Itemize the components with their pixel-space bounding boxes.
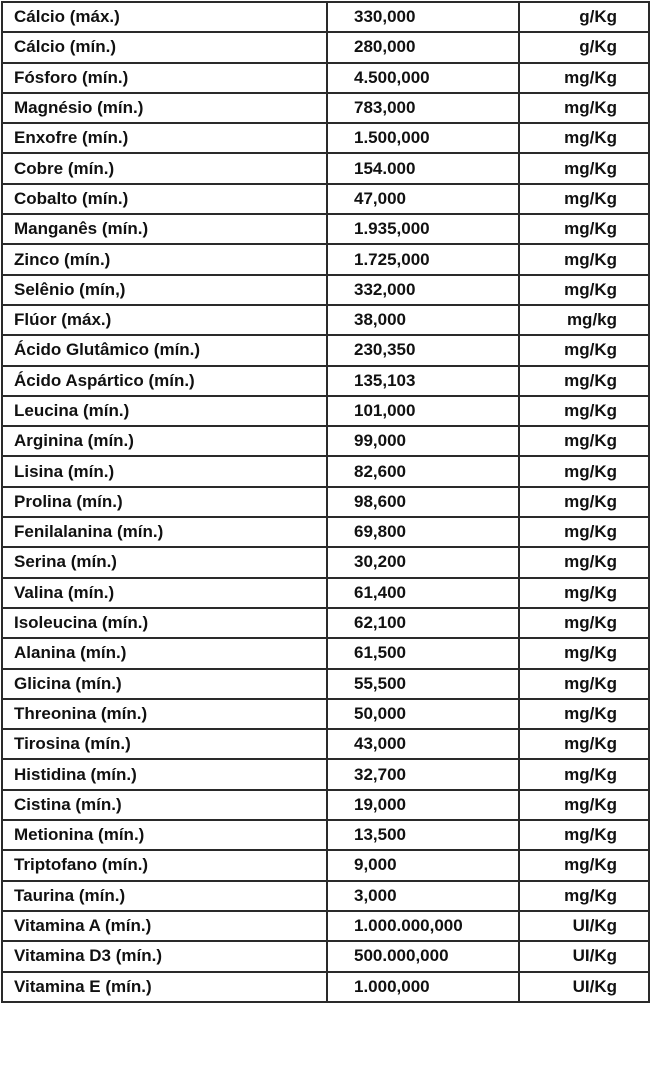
nutrient-value-cell: 280,000: [327, 32, 519, 62]
table-row: [2, 638, 649, 668]
nutrient-name-cell: Isoleucina (mín.): [2, 608, 327, 638]
nutrient-name-cell: Metionina (mín.): [2, 820, 327, 850]
nutrient-value-cell: 50,000: [327, 699, 519, 729]
table-row: [2, 456, 649, 486]
nutrient-name-cell: Serina (mín.): [2, 547, 327, 577]
nutrient-value-cell: 19,000: [327, 790, 519, 820]
nutrient-name-cell: Triptofano (mín.): [2, 850, 327, 880]
nutrient-unit-cell: g/Kg: [519, 32, 649, 62]
nutrient-table-body: [2, 2, 649, 1002]
nutrient-value-cell: 99,000: [327, 426, 519, 456]
table-row: [2, 699, 649, 729]
nutrient-name-cell: Threonina (mín.): [2, 699, 327, 729]
nutrient-name-cell: Cálcio (mín.): [2, 32, 327, 62]
table-row: [2, 335, 649, 365]
nutrient-unit-cell: mg/Kg: [519, 547, 649, 577]
nutrient-name-cell: Cobre (mín.): [2, 153, 327, 183]
nutrient-unit-cell: mg/Kg: [519, 93, 649, 123]
nutrient-unit-cell: mg/Kg: [519, 153, 649, 183]
nutrient-unit-cell: mg/Kg: [519, 366, 649, 396]
nutrient-name-cell: Taurina (mín.): [2, 881, 327, 911]
nutrient-name-cell: Vitamina D3 (mín.): [2, 941, 327, 971]
table-row: [2, 608, 649, 638]
nutrient-value-cell: 82,600: [327, 456, 519, 486]
nutrient-name-cell: Cistina (mín.): [2, 790, 327, 820]
nutrient-name-cell: Zinco (mín.): [2, 244, 327, 274]
nutrient-unit-cell: g/Kg: [519, 2, 649, 32]
table-row: [2, 63, 649, 93]
nutrient-name-cell: Histidina (mín.): [2, 759, 327, 789]
table-row: [2, 275, 649, 305]
nutrient-unit-cell: mg/Kg: [519, 184, 649, 214]
nutrient-name-cell: Cálcio (máx.): [2, 2, 327, 32]
nutrient-value-cell: 32,700: [327, 759, 519, 789]
nutrient-unit-cell: mg/Kg: [519, 881, 649, 911]
nutrient-unit-cell: mg/Kg: [519, 275, 649, 305]
nutrient-name-cell: Lisina (mín.): [2, 456, 327, 486]
nutrient-name-cell: Glicina (mín.): [2, 669, 327, 699]
nutrient-name-cell: Vitamina E (mín.): [2, 972, 327, 1002]
table-row: [2, 759, 649, 789]
nutrient-name-cell: Fósforo (mín.): [2, 63, 327, 93]
table-row: [2, 820, 649, 850]
nutrient-name-cell: Leucina (mín.): [2, 396, 327, 426]
table-row: [2, 972, 649, 1002]
nutrient-unit-cell: mg/kg: [519, 305, 649, 335]
nutrient-unit-cell: mg/Kg: [519, 669, 649, 699]
nutrient-value-cell: 13,500: [327, 820, 519, 850]
table-row: [2, 305, 649, 335]
nutrient-name-cell: Arginina (mín.): [2, 426, 327, 456]
nutrient-value-cell: 3,000: [327, 881, 519, 911]
nutrient-value-cell: 1.000.000,000: [327, 911, 519, 941]
nutrient-value-cell: 9,000: [327, 850, 519, 880]
table-row: [2, 941, 649, 971]
nutrient-unit-cell: mg/Kg: [519, 790, 649, 820]
nutrient-name-cell: Vitamina A (mín.): [2, 911, 327, 941]
table-row: [2, 2, 649, 32]
nutrient-name-cell: Magnésio (mín.): [2, 93, 327, 123]
nutrient-value-cell: 101,000: [327, 396, 519, 426]
nutrient-value-cell: 230,350: [327, 335, 519, 365]
nutrient-value-cell: 62,100: [327, 608, 519, 638]
nutrient-name-cell: Ácido Glutâmico (mín.): [2, 335, 327, 365]
table-row: [2, 214, 649, 244]
nutrient-value-cell: 500.000,000: [327, 941, 519, 971]
nutrient-name-cell: Selênio (mín,): [2, 275, 327, 305]
nutrient-name-cell: Manganês (mín.): [2, 214, 327, 244]
nutrient-value-cell: 135,103: [327, 366, 519, 396]
nutrient-unit-cell: mg/Kg: [519, 729, 649, 759]
nutrient-unit-cell: mg/Kg: [519, 578, 649, 608]
nutrient-unit-cell: mg/Kg: [519, 244, 649, 274]
table-row: [2, 669, 649, 699]
table-row: [2, 850, 649, 880]
nutrient-unit-cell: mg/Kg: [519, 456, 649, 486]
nutrient-unit-cell: mg/Kg: [519, 214, 649, 244]
nutrient-unit-cell: mg/Kg: [519, 699, 649, 729]
nutrient-value-cell: 30,200: [327, 547, 519, 577]
nutrient-value-cell: 1.000,000: [327, 972, 519, 1002]
nutrient-name-cell: Cobalto (mín.): [2, 184, 327, 214]
table-row: [2, 244, 649, 274]
table-row: [2, 366, 649, 396]
nutrient-unit-cell: UI/Kg: [519, 972, 649, 1002]
table-row: [2, 426, 649, 456]
nutrient-unit-cell: mg/Kg: [519, 759, 649, 789]
nutrient-value-cell: 1.725,000: [327, 244, 519, 274]
nutrient-unit-cell: mg/Kg: [519, 517, 649, 547]
nutrient-unit-cell: mg/Kg: [519, 123, 649, 153]
table-row: [2, 911, 649, 941]
table-row: [2, 729, 649, 759]
table-row: [2, 32, 649, 62]
nutrient-value-cell: 1.500,000: [327, 123, 519, 153]
nutrient-unit-cell: mg/Kg: [519, 335, 649, 365]
nutrient-table: [1, 1, 650, 1003]
nutrient-name-cell: Ácido Aspártico (mín.): [2, 366, 327, 396]
table-row: [2, 517, 649, 547]
table-row: [2, 790, 649, 820]
nutrient-value-cell: 61,400: [327, 578, 519, 608]
nutrient-name-cell: Flúor (máx.): [2, 305, 327, 335]
table-row: [2, 578, 649, 608]
nutrient-unit-cell: mg/Kg: [519, 396, 649, 426]
nutrient-name-cell: Fenilalanina (mín.): [2, 517, 327, 547]
nutrient-value-cell: 47,000: [327, 184, 519, 214]
nutrient-value-cell: 61,500: [327, 638, 519, 668]
nutrient-name-cell: Prolina (mín.): [2, 487, 327, 517]
nutrient-value-cell: 332,000: [327, 275, 519, 305]
nutrient-unit-cell: mg/Kg: [519, 850, 649, 880]
nutrient-value-cell: 154.000: [327, 153, 519, 183]
nutrient-value-cell: 1.935,000: [327, 214, 519, 244]
nutrient-value-cell: 38,000: [327, 305, 519, 335]
nutrient-name-cell: Valina (mín.): [2, 578, 327, 608]
table-row: [2, 396, 649, 426]
table-row: [2, 153, 649, 183]
nutrient-value-cell: 783,000: [327, 93, 519, 123]
nutrient-value-cell: 4.500,000: [327, 63, 519, 93]
table-row: [2, 547, 649, 577]
table-row: [2, 93, 649, 123]
nutrient-value-cell: 43,000: [327, 729, 519, 759]
nutrient-value-cell: 330,000: [327, 2, 519, 32]
table-row: [2, 123, 649, 153]
nutrient-name-cell: Alanina (mín.): [2, 638, 327, 668]
table-row: [2, 487, 649, 517]
nutrient-value-cell: 55,500: [327, 669, 519, 699]
nutrient-unit-cell: UI/Kg: [519, 911, 649, 941]
nutrient-unit-cell: mg/Kg: [519, 426, 649, 456]
nutrient-value-cell: 98,600: [327, 487, 519, 517]
nutrient-name-cell: Enxofre (mín.): [2, 123, 327, 153]
nutrient-unit-cell: mg/Kg: [519, 63, 649, 93]
nutrient-value-cell: 69,800: [327, 517, 519, 547]
nutrient-unit-cell: mg/Kg: [519, 487, 649, 517]
table-row: [2, 881, 649, 911]
nutrient-name-cell: Tirosina (mín.): [2, 729, 327, 759]
nutrient-unit-cell: mg/Kg: [519, 820, 649, 850]
nutrient-unit-cell: mg/Kg: [519, 608, 649, 638]
nutrient-unit-cell: UI/Kg: [519, 941, 649, 971]
nutrient-unit-cell: mg/Kg: [519, 638, 649, 668]
table-row: [2, 184, 649, 214]
